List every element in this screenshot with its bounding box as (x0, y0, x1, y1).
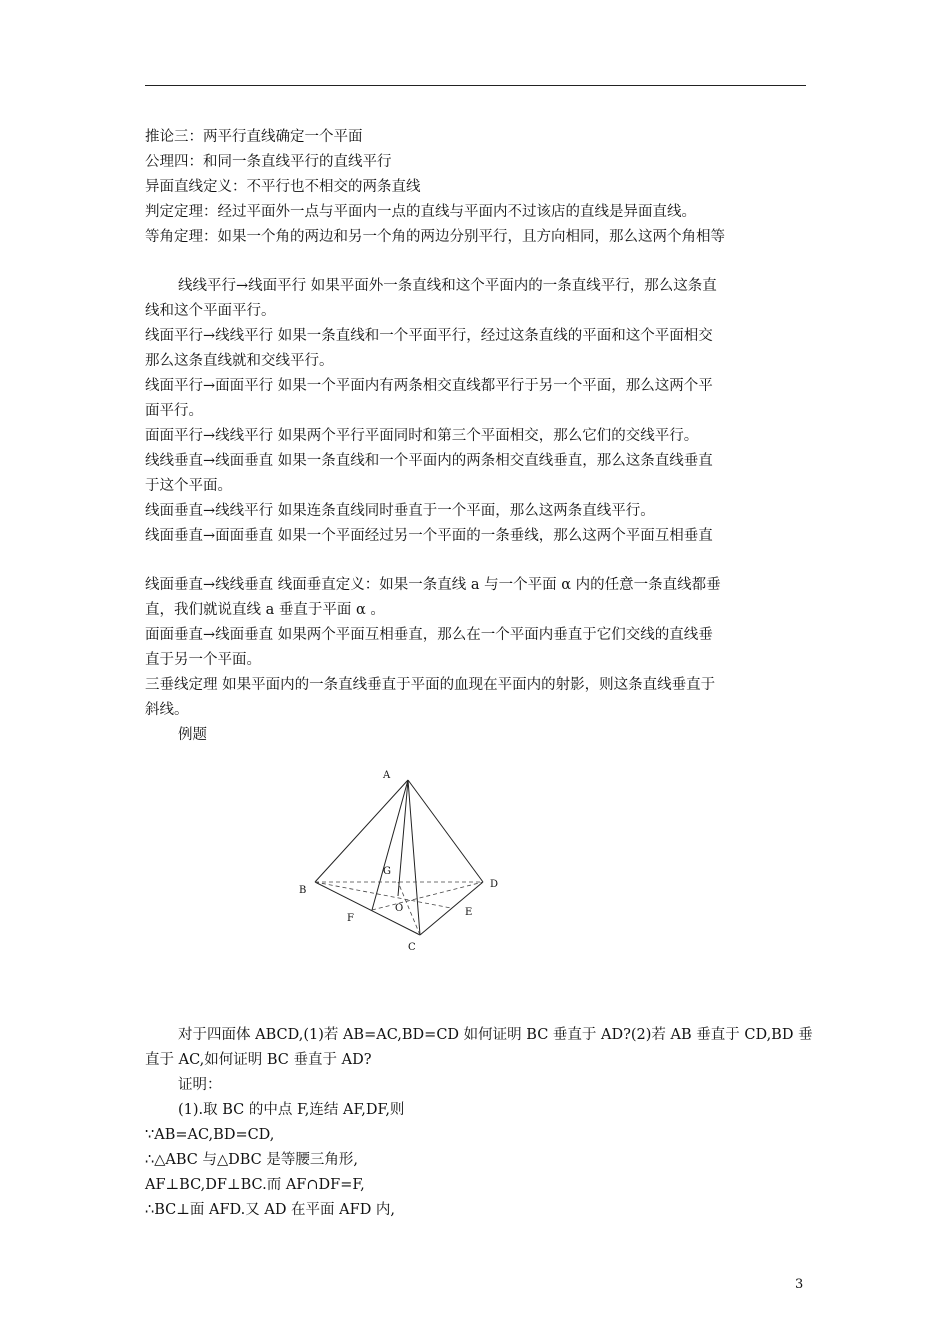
text-line: 三垂线定理 如果平面内的一条直线垂直于平面的血现在平面内的射影，则这条直线垂直于 (145, 677, 716, 693)
text-line: 公理四：和同一条直线平行的直线平行 (145, 154, 392, 170)
segment-be (315, 882, 451, 908)
text-line: 面面垂直→线面垂直 如果两个平面互相垂直，那么在一个平面内垂直于它们交线的直线垂 (145, 627, 713, 643)
edge-bc (315, 882, 420, 935)
text-line: 推论三：两平行直线确定一个平面 (145, 129, 363, 145)
text-line: 面面平行→线线平行 如果两个平行平面同时和第三个平面相交，那么它们的交线平行。 (145, 428, 699, 444)
text-line: 判定定理：经过平面外一点与平面内一点的直线与平面内不过该店的直线是异面直线。 (145, 204, 696, 220)
tetrahedron-figure (295, 765, 510, 960)
text-line: 线线平行→线面平行 如果平面外一条直线和这个平面内的一条直线平行，那么这条直 (178, 278, 717, 294)
text-line: 直，我们就说直线 a 垂直于平面 α 。 (145, 602, 385, 618)
text-line: 斜线。 (145, 702, 189, 718)
label-d: D (490, 879, 499, 890)
text-line: ∴BC⊥面 AFD.又 AD 在平面 AFD 内, (145, 1202, 396, 1218)
label-e: E (465, 907, 473, 918)
example-heading: 例题 (178, 727, 207, 743)
header-rule (145, 85, 806, 86)
text-line: ∵AB=AC,BD=CD, (145, 1127, 275, 1143)
text-line: 等角定理：如果一个角的两边和另一个角的两边分别平行，且方向相同，那么这两个角相等 (145, 229, 725, 245)
text-line: ∴△ABC 与△DBC 是等腰三角形, (145, 1152, 358, 1168)
text-line: 直于 AC,如何证明 BC 垂直于 AD? (145, 1052, 372, 1068)
text-line: AF⊥BC,DF⊥BC.而 AF∩DF=F, (145, 1177, 365, 1193)
text-line: 于这个平面。 (145, 478, 232, 494)
edge-cd (420, 882, 483, 935)
label-o: O (395, 903, 404, 914)
text-line: 线面垂直→面面垂直 如果一个平面经过另一个平面的一条垂线，那么这两个平面互相垂直 (145, 528, 713, 544)
label-c: C (408, 942, 416, 953)
text-line: 线线垂直→线面垂直 如果一条直线和一个平面内的两条相交直线垂直，那么这条直线垂直 (145, 453, 713, 469)
text-line: 线面垂直→线线垂直 线面垂直定义：如果一条直线 a 与一个平面 α 内的任意一条直线都垂 (145, 577, 721, 593)
text-line: 线面垂直→线线平行 如果连条直线同时垂直于一个平面，那么这两条直线平行。 (145, 503, 655, 519)
page-number: 3 (795, 1277, 804, 1292)
text-line: 异面直线定义：不平行也不相交的两条直线 (145, 179, 421, 195)
text-line: 线面平行→线线平行 如果一条直线和一个平面平行，经过这条直线的平面和这个平面相交 (145, 328, 713, 344)
text-line: (1).取 BC 的中点 F,连结 AF,DF,则 (178, 1102, 405, 1118)
text-line: 面平行。 (145, 403, 203, 419)
proof-heading: 证明： (178, 1077, 222, 1093)
text-line: 直于另一个平面。 (145, 652, 261, 668)
label-b: B (299, 885, 307, 896)
text-line: 那么这条直线就和交线平行。 (145, 353, 334, 369)
label-g: G (383, 866, 391, 877)
text-line: 线面平行→面面平行 如果一个平面内有两条相交直线都平行于另一个平面，那么这两个平 (145, 378, 713, 394)
text-line: 线和这个平面平行。 (145, 303, 276, 319)
edge-ad (408, 780, 483, 882)
label-a: A (383, 770, 391, 781)
label-f: F (347, 913, 354, 924)
text-line: 对于四面体 ABCD,(1)若 AB=AC,BD=CD 如何证明 BC 垂直于 AD?(2)若 AB 垂直于 CD,BD 垂 (178, 1027, 813, 1043)
edge-ac (408, 780, 420, 935)
